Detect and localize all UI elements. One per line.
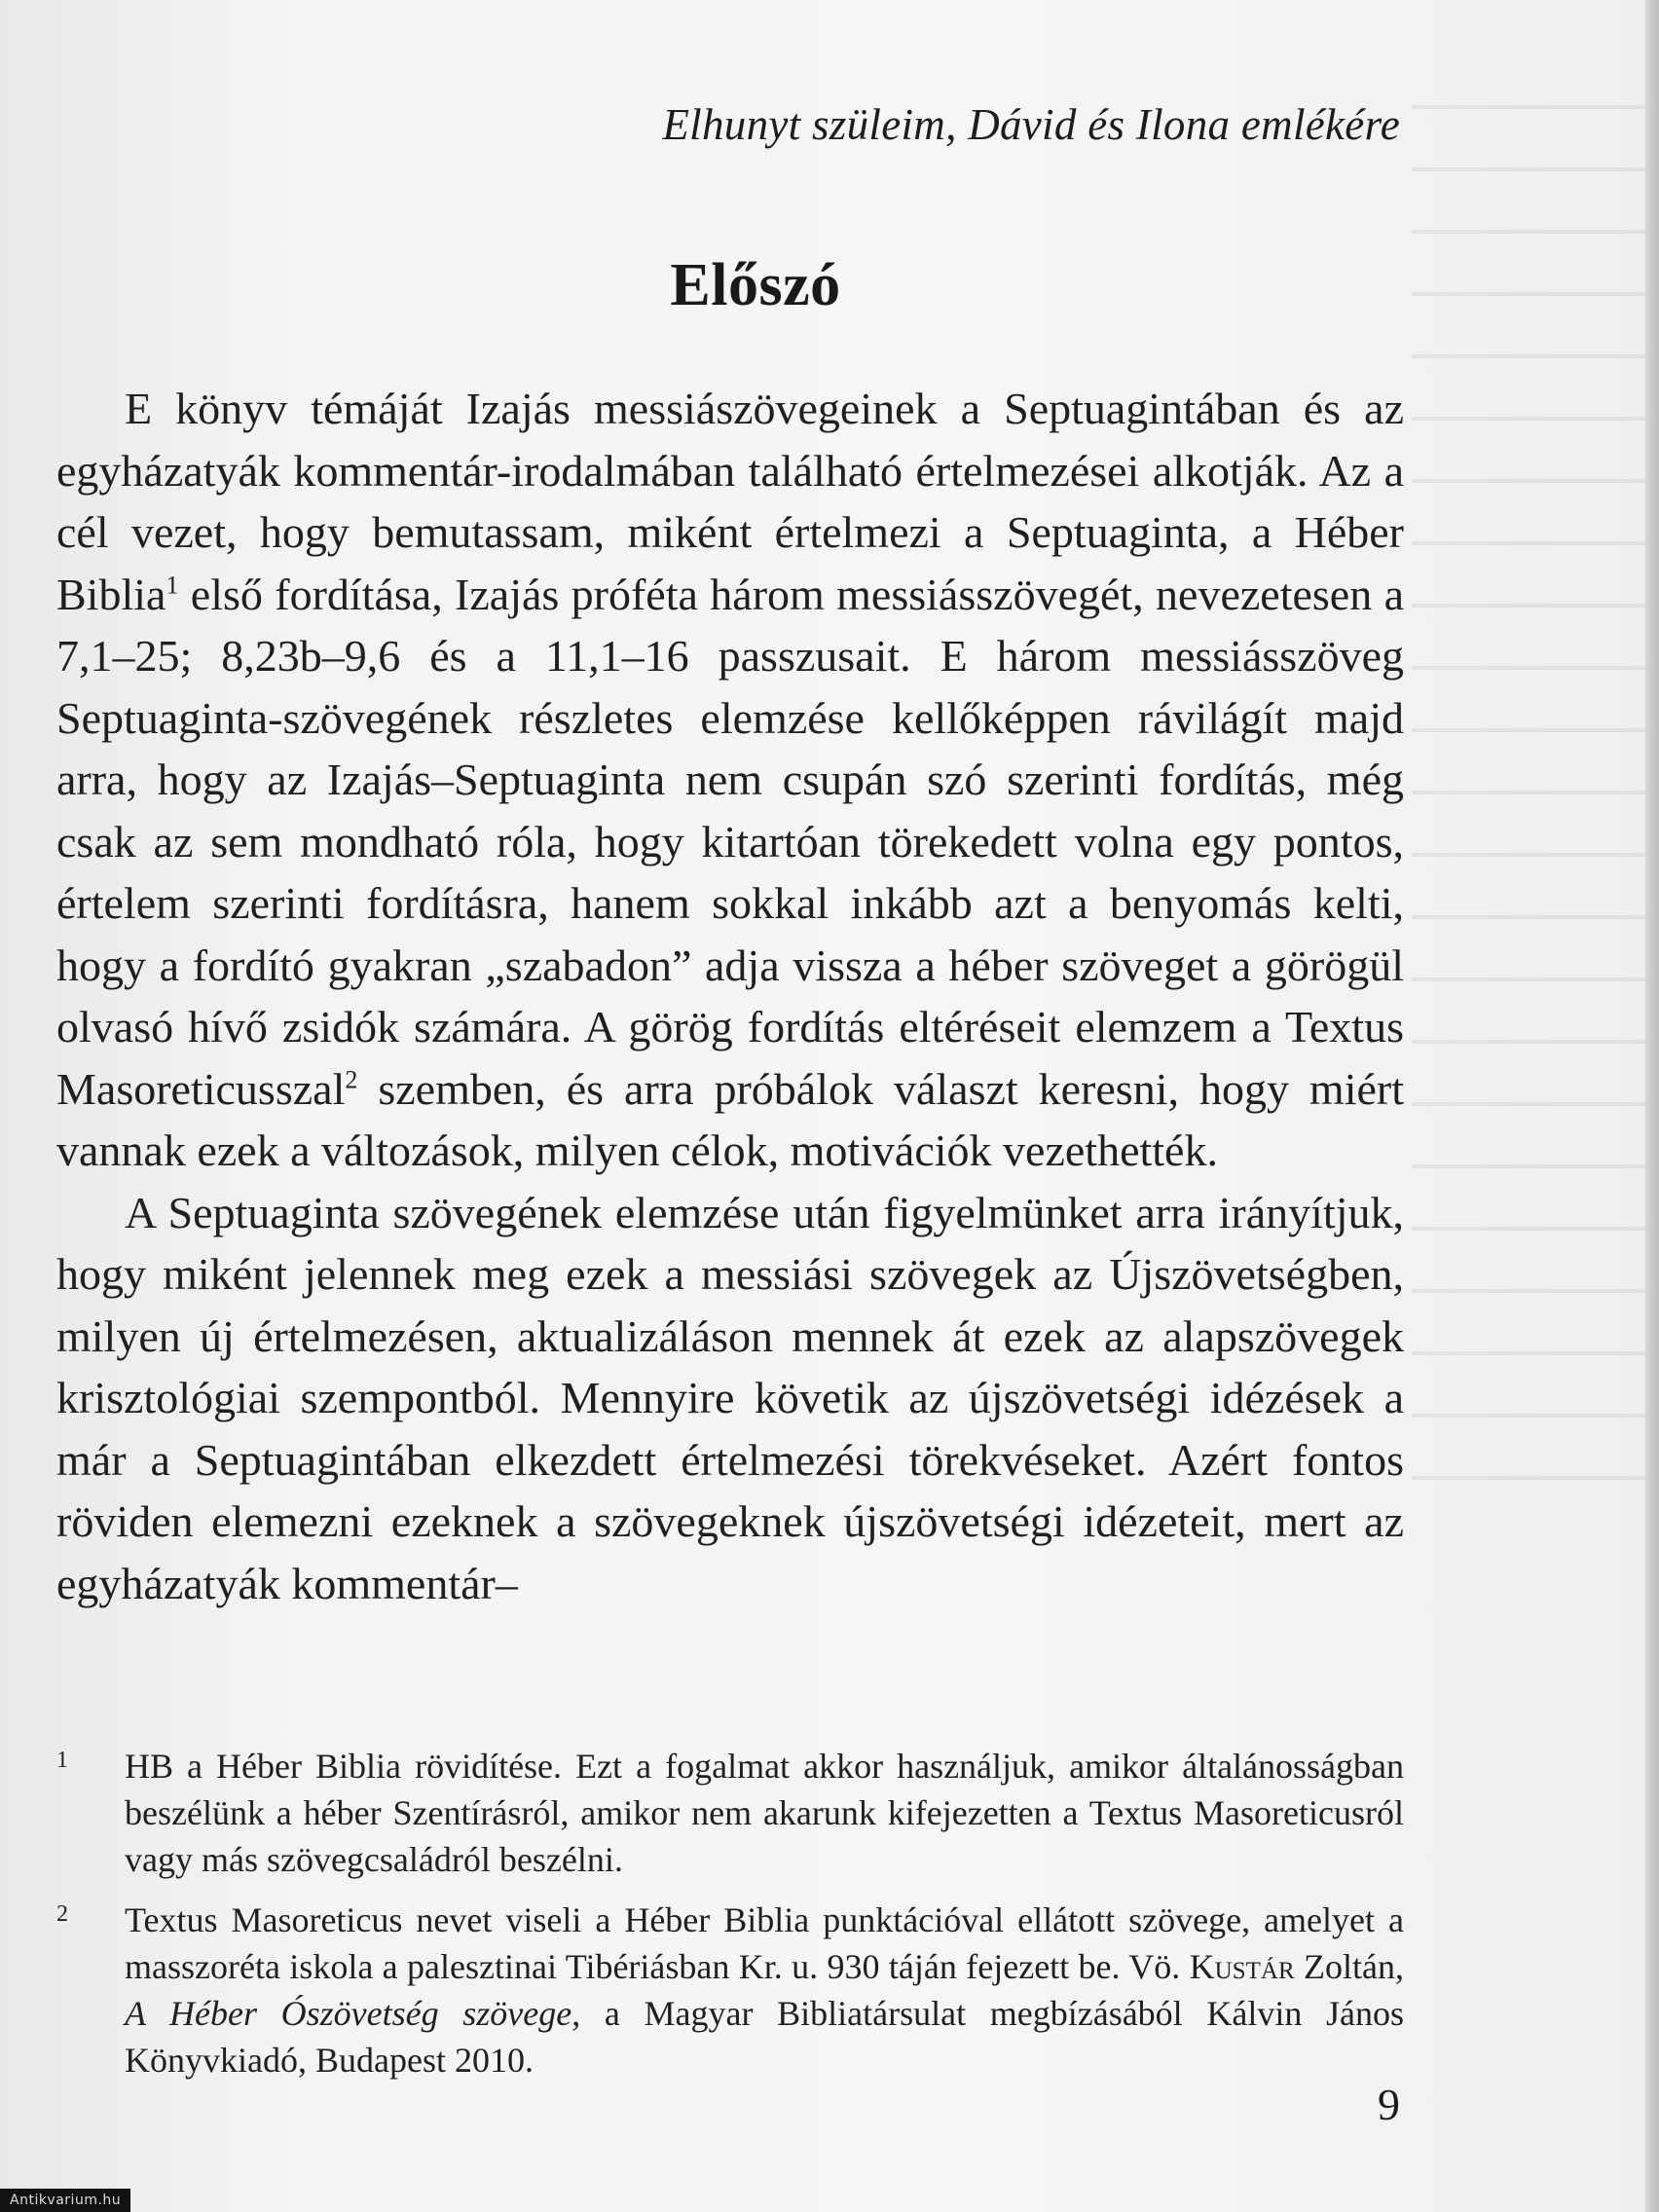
page-number: 9: [1378, 2080, 1400, 2129]
book-title: A Héber Ószövetség szövege: [125, 1994, 572, 2033]
footnote-ref[interactable]: 1: [166, 571, 179, 600]
paragraph: E könyv témáját Izajás messiászövegeinek a Septuagintában és az egyházatyák kommentár-irodalmában található értelmezései alkotják. Az a cél vezet, hogy bemutassam, miként értelmezi a Septuaginta, a Héber Biblia$^1$ első fordítása, Izajás próféta három messiásszövegét, nevezetesen a 7,1–25; 8,23b–9,6 és a 11,1–16 passzusait. E három messiásszöveg Septuaginta-szövegének részletes elemzése kellőképpen rávilágít majd arra, hogy az Izajás–Septuaginta nem csupán szó szerinti fordítás, még csak az sem mondható róla, hogy kitartóan törekedett volna egy pontos, értelem szerinti fordításra, hanem sokkal inkább azt a benyomás kelti, hogy a fordító gyakran „szabadon” adja vissza a héber szöveget a görögül olvasó hívő zsidók számára. A görög fordítás eltéréseit elemzem a Textus Masoreticusszal$^2$ szemben, és arra próbálok választ keresni, hogy miért vannak ezek a változások, milyen célok, motivációk vezethették.: [56, 384, 1404, 1175]
footnote-number: 2: [56, 1901, 68, 1927]
watermark: Antikvarium.hu: [0, 2189, 130, 2212]
footnotes: [56, 1743, 1404, 2097]
paragraph: A Septuaginta szövegének elemzése után figyelmünket arra irányítjuk, hogy miként jelennek meg ezek a messiási szövegek az Újszövetségben, milyen új értelmezésen, aktualizáláson mennek át ezek az alapszövegek krisztológiai szempontból. Mennyire követik az újszövetségi idézések a már a Septuagintában elkezdett értelmezési törekvéseket. Azért fontos röviden elemezni ezeknek a szövegeknek újszövetségi idézeteit, mert az egyházatyák kommentár–: [56, 1187, 1404, 1608]
footnote-text: Textus Masoreticus nevet viseli a Héber Biblia punktációval ellátott szövege, amelyet a masszoréta iskola a palesztinai Tibériásban Kr. u. 930 táján fejezett be. Vö. Kustár Zoltán, A Héber Ószövetség szövege, a Magyar Bibliatársulat megbízásából Kálvin János Könyvkiadó, Budapest 2010.: [125, 1900, 1404, 2080]
author-surname: Kustár: [1189, 1947, 1295, 1986]
dedication: Elhunyt szüleim, Dávid és Ilona emlékére: [662, 100, 1400, 149]
footnote: [56, 1743, 1404, 1883]
footnote-ref[interactable]: 2: [345, 1065, 358, 1094]
chapter-title: Előszó: [670, 252, 841, 318]
body-text: [56, 378, 1404, 1614]
footnote-text: HB a Héber Biblia rövidítése. Ezt a fogalmat akkor használjuk, amikor általánosságban beszélünk a héber Szentírásról, amikor nem akarunk kifejezetten a Textus Masoreticusról vagy más szövegcsaládról beszélni.: [125, 1747, 1404, 1879]
footnote: [56, 1897, 1404, 2083]
footnote-number: 1: [56, 1748, 68, 1773]
page-edge: [1645, 0, 1659, 2212]
